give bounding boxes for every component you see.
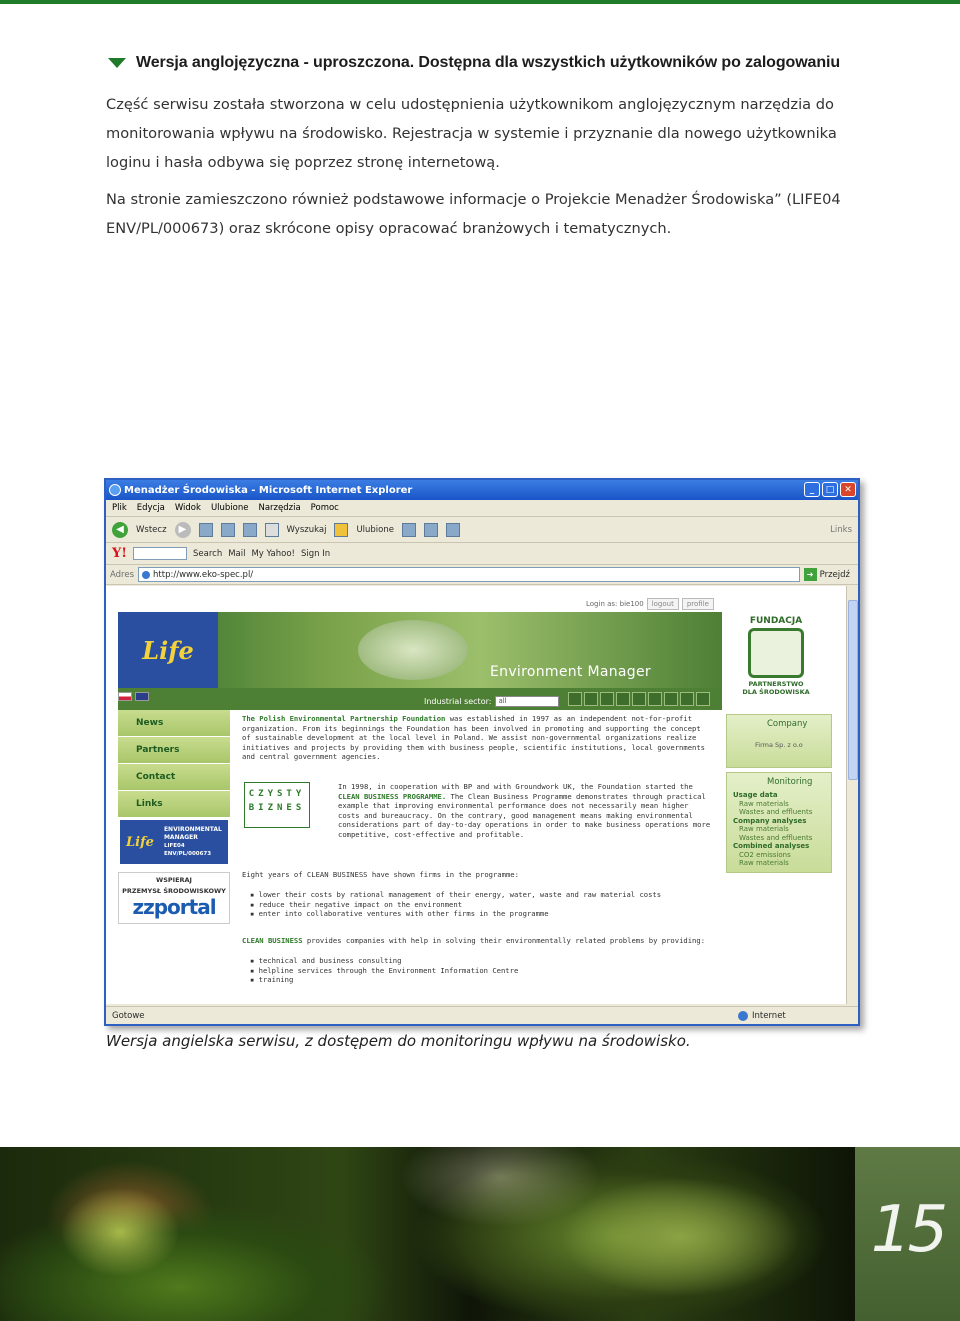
address-input[interactable]: http://www.eko-spec.pl/	[138, 567, 800, 582]
industry-icon-8[interactable]	[680, 692, 694, 706]
browser-toolbar	[106, 517, 858, 543]
bullet-item: ▪ training	[250, 975, 294, 984]
nav-news[interactable]: News	[118, 710, 230, 736]
nav-contact[interactable]: Contact	[118, 764, 230, 790]
refresh-icon[interactable]	[221, 523, 235, 537]
zz-top1: WSPIERAJ	[156, 876, 192, 884]
industry-icon-9[interactable]	[696, 692, 710, 706]
industry-icon-4[interactable]	[616, 692, 630, 706]
window-titlebar	[106, 480, 858, 500]
monitoring-link[interactable]: Raw materials	[739, 825, 789, 833]
foundation-logo	[726, 612, 826, 708]
ie-icon	[109, 484, 121, 496]
badge-title1: ENVIRONMENTAL	[163, 826, 222, 833]
sector-filter	[424, 696, 559, 707]
yahoo-logo-icon: Y!	[112, 546, 127, 561]
industry-icon-3[interactable]	[600, 692, 614, 706]
provides-text: provides companies with help in solving their environmentally related problems by providing:	[302, 936, 706, 945]
industry-icon-6[interactable]	[648, 692, 662, 706]
favorites-button[interactable]: Ulubione	[356, 524, 394, 535]
status-zone-text: Internet	[752, 1010, 786, 1021]
moss-highlight	[560, 1177, 800, 1297]
globe-icon	[738, 1011, 748, 1021]
vertical-scrollbar[interactable]	[846, 586, 858, 1004]
industry-icons	[568, 692, 710, 706]
triangle-bullet-icon	[108, 58, 126, 68]
main-article	[234, 710, 718, 1000]
industry-icon-1[interactable]	[568, 692, 582, 706]
paragraph-intro: Część serwisu została stworzona w celu udostępnienia użytkownikom anglojęzycznym narzędzia do monitorowania wpływu na środowisko. Rejestracja w systemie i przyznanie dla nowego użytkownika loginu i hasła odbywa się poprzez stronę internetową.	[106, 96, 837, 171]
zzportal-banner[interactable]	[118, 872, 230, 924]
go-arrow-icon: ➜	[804, 568, 817, 581]
cb-text2: The Clean Business Programme demonstrates through practical example that improving environmental performance does not necessarily mean higher costs and bureaucracy. On the contrary, good management means making environmental considerations part of day-to-day operations in order to make business operations more competitive, cost-effective and profitable.	[338, 791, 711, 839]
company-firm: Firma Sp. z o.o	[755, 741, 803, 749]
monitoring-list	[727, 789, 831, 872]
menu-item-narzedzia[interactable]: Narzędzia	[258, 503, 301, 513]
browser-screenshot	[104, 478, 860, 1026]
search-icon[interactable]	[265, 523, 279, 537]
monitoring-link[interactable]: CO2 emissions	[739, 850, 791, 859]
bullet-item: ▪ enter into collaborative ventures with other firms in the programme	[250, 909, 549, 918]
menu-item-plik[interactable]: Plik	[112, 503, 127, 513]
nav-partners[interactable]: Partners	[118, 737, 230, 763]
menu-bar	[106, 500, 858, 517]
provides-title: CLEAN BUSINESS	[242, 936, 303, 945]
go-button[interactable]	[804, 568, 858, 581]
badge-sub2: ENV/PL/000673	[163, 851, 212, 857]
cb-paragraph	[338, 782, 714, 839]
eu-life-logo	[118, 612, 218, 688]
monitoring-link[interactable]: Wastes and effluents	[739, 808, 813, 816]
industry-icon-7[interactable]	[664, 692, 678, 706]
zz-top2: PRZEMYSŁ ŚRODOWISKOWY	[122, 887, 226, 895]
badge-title2: MANAGER	[163, 834, 198, 841]
web-page-content	[106, 586, 848, 1004]
close-icon[interactable]: ✕	[840, 482, 856, 497]
top-accent-bar	[0, 0, 960, 4]
history-icon[interactable]	[402, 523, 416, 537]
life-logo-text: Life	[142, 635, 194, 665]
monitoring-head: Monitoring	[767, 777, 813, 787]
minimize-icon[interactable]: _	[804, 482, 820, 497]
company-box[interactable]	[726, 714, 832, 768]
bullet-item: ▪ lower their costs by rational management of their energy, water, waste and raw material costs	[250, 890, 662, 899]
foundation-top: FUNDACJA	[749, 616, 803, 626]
monitoring-box	[726, 772, 832, 873]
badge-life: Life	[126, 834, 154, 850]
cb-text1: In 1998, in cooperation with BP and with Groundwork UK, the Foundation started the	[338, 782, 693, 791]
site-left-nav	[118, 710, 230, 818]
logout-button[interactable]: logout	[647, 598, 679, 610]
polish-flag-icon[interactable]	[118, 692, 132, 701]
menu-item-pomoc[interactable]: Pomoc	[310, 503, 339, 513]
tree-image	[358, 620, 468, 680]
monitoring-link[interactable]: Usage data	[733, 791, 778, 799]
section-heading	[108, 54, 840, 72]
menu-item-widok[interactable]: Widok	[174, 503, 201, 513]
right-column	[726, 714, 832, 877]
foundation-emblem-icon	[748, 628, 804, 678]
moss-photo	[0, 1147, 855, 1321]
language-flags	[118, 692, 149, 701]
monitoring-link[interactable]: Raw materials	[739, 859, 789, 867]
site-banner	[118, 612, 722, 688]
czysty-biznes-logo: CZYSTY BIZNES	[244, 782, 310, 828]
status-zone	[738, 1011, 786, 1021]
monitoring-link[interactable]: Company analyses	[733, 816, 807, 825]
my-yahoo-button[interactable]: My Yahoo!	[251, 548, 295, 559]
status-bar	[106, 1006, 858, 1024]
eight-years: Eight years of CLEAN BUSINESS have shown firms in the programme:	[242, 870, 519, 879]
english-flag-icon[interactable]	[135, 692, 149, 701]
company-head: Company	[767, 719, 808, 729]
yahoo-search-input[interactable]	[133, 547, 187, 560]
bullets-2	[250, 956, 720, 985]
industry-icon-2[interactable]	[584, 692, 598, 706]
badge-sub1: LIFE04	[163, 843, 185, 849]
bullets-1	[250, 890, 720, 919]
print-icon[interactable]	[446, 523, 460, 537]
page-number: 15	[870, 1193, 945, 1267]
address-label: Adres	[110, 569, 135, 580]
profile-button[interactable]: profile	[682, 598, 714, 610]
search-button[interactable]: Wyszukaj	[286, 524, 327, 535]
menu-item-edycja[interactable]: Edycja	[136, 503, 165, 513]
go-label: Przejdź	[819, 569, 850, 580]
provides-paragraph	[242, 936, 712, 946]
figure-caption: Wersja angielska serwisu, z dostępem do monitoringu wpływu na środowisko.	[106, 1032, 691, 1050]
yahoo-signin-button[interactable]: Sign In	[300, 548, 331, 559]
bullet-item: ▪ technical and business consulting	[250, 956, 402, 965]
bullet-item: ▪ reduce their negative impact on the environment	[250, 899, 463, 909]
forward-arrow-icon[interactable]: ▶	[175, 522, 191, 538]
address-bar	[106, 565, 858, 585]
paragraph-info: Na stronie zamieszczono również podstawowe informacje o Projekcie Menadżer Środowiska” (LIFE04 ENV/PL/000673) oraz skrócone opisy opracować branżowych i tematycznych.	[106, 191, 841, 237]
industry-icon-5[interactable]	[632, 692, 646, 706]
foundation-bottom1: PARTNERSTWO	[748, 680, 804, 688]
mail-icon[interactable]	[424, 523, 438, 537]
banner-title: Environment Manager	[490, 664, 651, 680]
intro-text: was established in 1997 as an independent not-for-profit organization. From its beginnings the Foundation has been involved in promoting and supporting the concept of sustainable development at the local level in Poland. We assist non-governmental organizations realize initiatives and projects by providing them with business people, scientific institutions, local governments and central government agencies.	[242, 714, 706, 761]
cb-title: CLEAN BUSINESS PROGRAMME.	[338, 791, 447, 801]
back-button[interactable]: Wstecz	[136, 524, 167, 535]
zzportal-logo: zzportal	[132, 895, 216, 919]
heading-text: Wersja anglojęzyczna - uproszczona. Dostępna dla wszystkich użytkowników po zalogowaniu	[136, 54, 841, 71]
bullet-item: ▪ helpline services through the Environment Information Centre	[250, 965, 519, 975]
monitoring-link[interactable]: Wastes and effluents	[739, 833, 813, 842]
menu-item-ulubione[interactable]: Ulubione	[210, 503, 249, 513]
yahoo-search-button[interactable]: Search	[193, 548, 223, 559]
window-title: Menadżer Środowiska - Microsoft Internet Explorer	[124, 484, 413, 496]
status-text: Gotowe	[112, 1010, 145, 1021]
monitoring-link[interactable]: Combined analyses	[733, 842, 810, 850]
moss-highlight	[60, 1187, 180, 1277]
login-area	[586, 598, 714, 610]
badge-text	[164, 826, 222, 858]
stop-icon[interactable]	[199, 523, 213, 537]
maximize-icon[interactable]: □	[822, 482, 838, 497]
page-number-box	[855, 1147, 960, 1321]
scrollbar-thumb[interactable]	[848, 600, 858, 780]
yahoo-toolbar	[106, 543, 858, 565]
links-label[interactable]: Links	[830, 524, 852, 535]
sector-select[interactable]: all	[495, 696, 559, 707]
monitoring-link[interactable]: Raw materials	[739, 799, 789, 808]
foundation-bottom2: DLA ŚRODOWISKA	[742, 688, 810, 696]
yahoo-mail-button[interactable]: Mail	[228, 548, 246, 559]
home-icon[interactable]	[243, 523, 257, 537]
login-text: Login as: bie100	[586, 600, 644, 608]
intro-paragraph	[242, 714, 712, 762]
env-manager-badge[interactable]	[118, 818, 230, 866]
intro-title: The Polish Environmental Partnership Foundation	[242, 714, 446, 723]
sector-label: Industrial sector:	[424, 697, 492, 706]
favorites-star-icon[interactable]	[334, 523, 348, 537]
back-arrow-icon[interactable]: ◀	[112, 522, 128, 538]
nav-links[interactable]: Links	[118, 791, 230, 817]
